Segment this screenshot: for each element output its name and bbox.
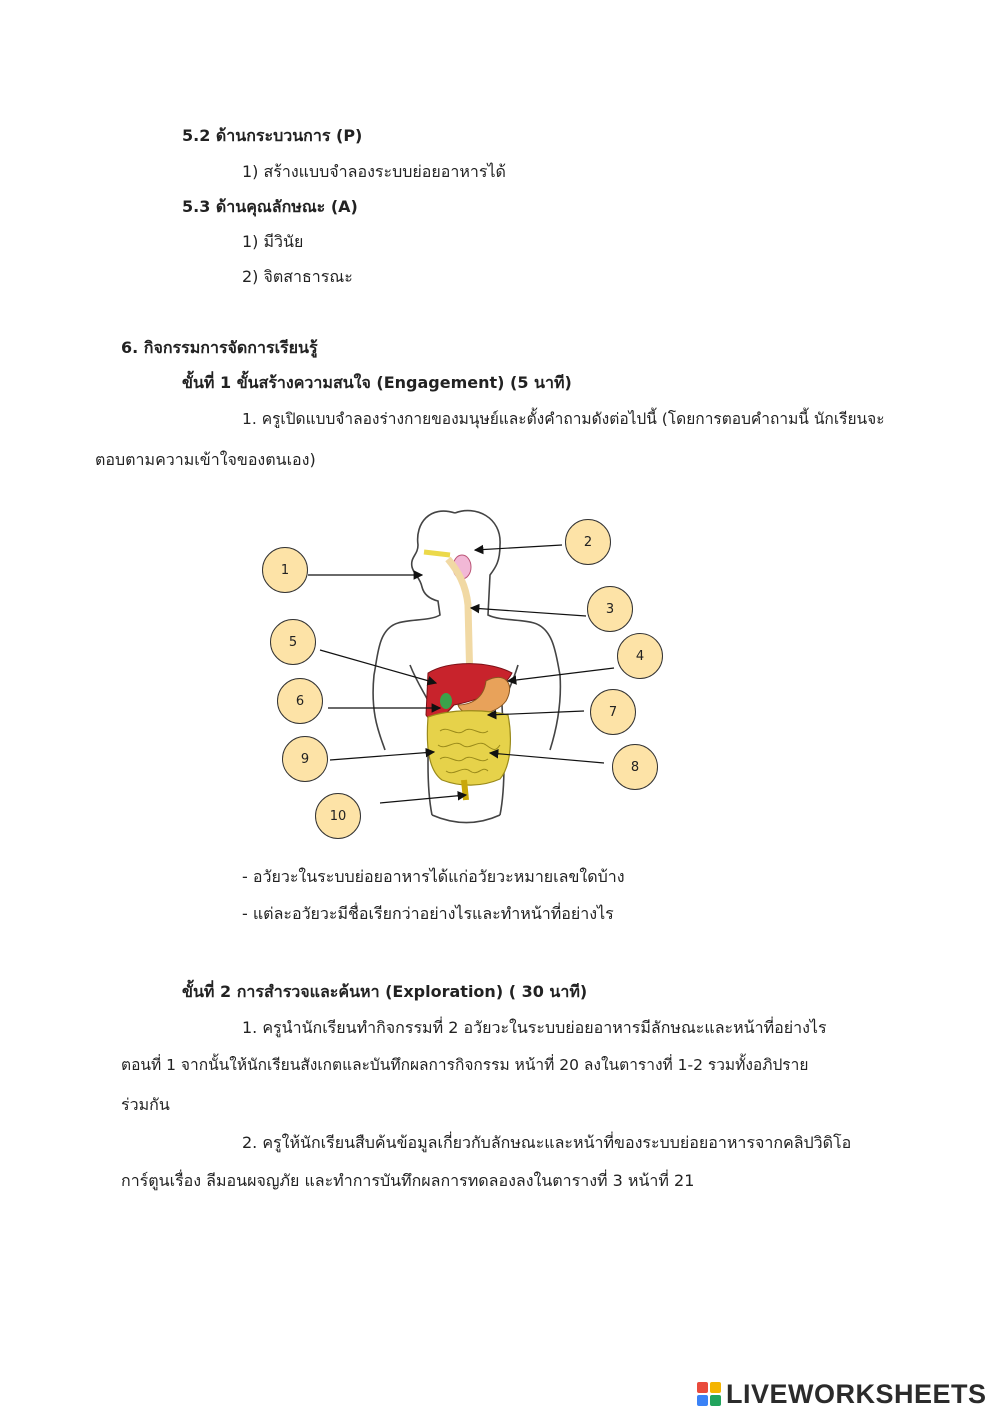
step-2-paragraph-1-line-2: ตอนที่ 1 จากนั้นให้นักเรียนสังเกตและบันทึกผลการกิจกรรม หน้าที่ 20 ลงในตารางที่ 1-2 รวมทั้งอภิปราย xyxy=(121,1056,809,1074)
label-bubble-9: 9 xyxy=(282,736,328,782)
rectum xyxy=(464,780,466,800)
liveworksheets-logo xyxy=(697,1377,987,1411)
step-2-paragraph-1-line-1: 1. ครูนำนักเรียนทำกิจกรรมที่ 2 อวัยวะในระบบย่อยอาหารมีลักษณะและหน้าที่อย่างไร xyxy=(242,1018,827,1037)
label-bubble-5: 5 xyxy=(270,619,316,665)
arrow-10 xyxy=(380,795,466,803)
body-illustration xyxy=(250,495,680,840)
label-bubble-10: 10 xyxy=(315,793,361,839)
label-bubble-6: 6 xyxy=(277,678,323,724)
section-5-3-item-2: 2) จิตสาธารณะ xyxy=(242,267,353,286)
label-bubble-2: 2 xyxy=(565,519,611,565)
step-2-paragraph-1-line-3: ร่วมกัน xyxy=(121,1095,170,1114)
section-5-2-heading: 5.2 ด้านกระบวนการ (P) xyxy=(182,126,363,145)
tongue-shape xyxy=(424,552,450,555)
step-1-paragraph-line-1: 1. ครูเปิดแบบจำลองร่างกายของมนุษย์และตั้งคำถามดังต่อไปนี้ (โดยการตอบคำถามนี้ นักเรียนจะ xyxy=(242,410,885,428)
label-bubble-1: 1 xyxy=(262,547,308,593)
step-2-paragraph-2-line-1: 2. ครูให้นักเรียนสืบค้นข้อมูลเกี่ยวกับลักษณะและหน้าที่ของระบบย่อยอาหารจากคลิปวิดิโอ xyxy=(242,1133,852,1152)
logo-blocks-icon xyxy=(697,1382,721,1406)
question-1: - อวัยวะในระบบย่อยอาหารได้แก่อวัยวะหมายเลขใดบ้าง xyxy=(242,867,625,886)
logo-text: LIVEWORKSHEETS xyxy=(726,1378,987,1409)
arrow-9 xyxy=(330,752,434,760)
step-2-paragraph-2-line-2: การ์ตูนเรื่อง ลีมอนผจญภัย และทำการบันทึกผลการทดลองลงในตารางที่ 3 หน้าที่ 21 xyxy=(121,1171,695,1190)
section-6-heading: 6. กิจกรรมการจัดการเรียนรู้ xyxy=(121,338,318,357)
section-5-3-item-1: 1) มีวินัย xyxy=(242,232,304,251)
step-1-heading: ขั้นที่ 1 ขั้นสร้างความสนใจ (Engagement) (5 นาที) xyxy=(182,373,572,392)
label-bubble-4: 4 xyxy=(617,633,663,679)
section-5-3-heading: 5.3 ด้านคุณลักษณะ (A) xyxy=(182,197,358,216)
label-bubble-3: 3 xyxy=(587,586,633,632)
label-bubble-8: 8 xyxy=(612,744,658,790)
section-5-2-item-1: 1) สร้างแบบจำลองระบบย่อยอาหารได้ xyxy=(242,162,506,181)
question-2: - แต่ละอวัยวะมีชื่อเรียกว่าอย่างไรและทำหน้าที่อย่างไร xyxy=(242,904,614,923)
arrow-2 xyxy=(475,545,562,550)
step-1-paragraph-line-2: ตอบตามความเข้าใจของตนเอง) xyxy=(95,450,316,469)
step-2-heading: ขั้นที่ 2 การสำรวจและค้นหา (Exploration) ( 30 นาที) xyxy=(182,982,588,1001)
label-bubble-7: 7 xyxy=(590,689,636,735)
gallbladder xyxy=(440,693,452,709)
digestive-system-diagram xyxy=(250,495,680,840)
